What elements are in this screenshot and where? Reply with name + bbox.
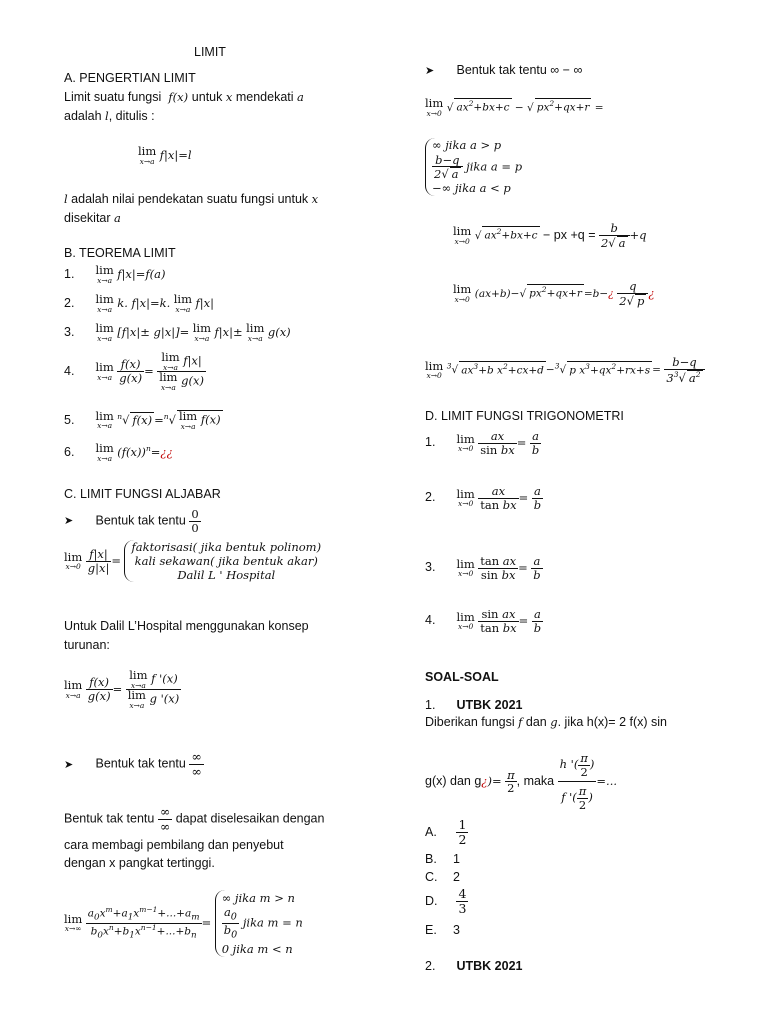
theorem-3: 3. lim x→a [f|x|± g|x|]= lim x→a f|x|± lim x→a g(x) bbox=[64, 321, 291, 343]
root-difference-shortcut: lim x→0 √ $ax^2+bx+c$ − px +q = $\frac{b}{2√ a}$ +q bbox=[453, 221, 647, 250]
theorem-4: 4. lim x→a $\frac{f(x)}{g(x)}$ = lim x→a f|x| lim x→a g(x) bbox=[64, 350, 204, 392]
option-c[interactable]: C. 2 bbox=[425, 870, 460, 884]
lhospital-text-2: turunan: bbox=[64, 638, 110, 652]
l-meaning-line-1: l adalah nilai pendekatan suatu fungsi untuk x bbox=[64, 192, 319, 206]
trig-1: 1. lim x→0 $\frac{ax}{\text{sin bx}}$ = $\frac{a}{b}$ bbox=[425, 429, 540, 457]
question-2-title: 2. UTBK 2021 bbox=[425, 959, 523, 973]
question-1-text-2: g(x) dan g¿)= $\frac{\pi}{2}$ , maka h '( $\frac{\pi}{2}$ ) f '( $\frac{\pi}{2}$ ) =... bbox=[425, 751, 618, 812]
theorem-1: 1. lim x→a f|x|=f(a) bbox=[64, 263, 166, 285]
section-c-heading: C. LIMIT FUNGSI ALJABAR bbox=[64, 487, 221, 501]
page-title: LIMIT bbox=[194, 45, 226, 59]
soal-heading: SOAL-SOAL bbox=[425, 670, 499, 684]
lhospital-formula: lim x→a $\frac{f(x)}{g(x)}$ = lim x→a f '(x) lim x→a g '(x) bbox=[64, 668, 180, 710]
trig-3: 3. lim x→0 $\frac{\text{tan ax}}{\text{sin bx}}$ = $\frac{a}{b}$ bbox=[425, 554, 541, 582]
zero-over-zero-cases: lim x→0 $\frac{f|x|}{g|x|}$ = faktorisasi( jika bentuk polinom) kali sekawan( jika bentuk akar) Dalil L ' Hospital bbox=[64, 540, 322, 582]
theorem-5: 5. lim x→a $^n$√ f(x) =$^n$√ lim x→a f(x) bbox=[64, 408, 221, 431]
section-b-heading: B. TEOREMA LIMIT bbox=[64, 246, 176, 260]
polynomial-limit-formula: lim x→∞ $\frac{a_0x^m+a_1x^{m-1}+...+a_m}{b_0x^n+b_1x^{n-1}+...+b_n}$ = ∞ jika m > n $\frac{a_0}{b_0}$ jika m = n 0 jika m < n bbox=[64, 891, 303, 956]
inf-over-inf-item: ➤ Bentuk tak tentu $\frac{\infty}{\infty}$ bbox=[64, 749, 202, 779]
zero-over-zero-item: ➤ Bentuk tak tentu $\frac{0}{0}$ bbox=[64, 507, 199, 535]
theorem-2: 2. lim x→a k. f|x|=k. lim x→a f|x| bbox=[64, 292, 214, 314]
question-1-text-1: Diberikan fungsi f dan g. jika h(x)= 2 f(x) sin bbox=[425, 715, 667, 729]
bullet-arrow-icon: ➤ bbox=[425, 65, 435, 77]
option-b[interactable]: B. 1 bbox=[425, 852, 460, 866]
option-e[interactable]: E. 3 bbox=[425, 923, 460, 937]
root-difference-formula: lim x→0 √ $ax^2+bx+c$ − √ $px^2+qx+r$ = bbox=[425, 96, 604, 118]
definition-line-2: adalah l, ditulis : bbox=[64, 109, 155, 123]
bullet-arrow-icon: ➤ bbox=[64, 758, 74, 771]
theorem-6: 6. lim x→a $(f(x))^n=¿¿$ bbox=[64, 441, 173, 463]
option-a[interactable]: A. $\frac{1}{2}$ bbox=[425, 817, 467, 847]
option-d[interactable]: D. $\frac{4}{3}$ bbox=[425, 886, 467, 916]
trig-4: 4. lim x→0 $\frac{\text{sin ax}}{\text{tan bx}}$ = $\frac{a}{b}$ bbox=[425, 607, 542, 635]
inf-text-line-2: cara membagi pembilang dan penyebut bbox=[64, 838, 284, 852]
section-a-heading: A. PENGERTIAN LIMIT bbox=[64, 71, 196, 85]
l-meaning-line-2: disekitar a bbox=[64, 211, 121, 225]
inf-minus-inf-item: ➤ Bentuk tak tentu ∞ − ∞ bbox=[425, 63, 583, 77]
section-d-heading: D. LIMIT FUNGSI TRIGONOMETRI bbox=[425, 409, 624, 423]
cube-root-formula: lim x→0 $^3$√ $ax^3+b$ $x^2+cx+d -^3√$ p $x^3+qx^2+rx+s$ = $\frac{b-q}{3^3√ a^2}$ bbox=[425, 356, 705, 384]
question-1-title: 1. UTBK 2021 bbox=[425, 698, 523, 712]
definition-line-1: Limit suatu fungsi f(x) untuk x mendekati a bbox=[64, 90, 304, 104]
inf-text-line-1: Bentuk tak tentu $\frac{\infty}{\infty}$ dapat diselesaikan dengan bbox=[64, 804, 325, 834]
bullet-arrow-icon: ➤ bbox=[64, 515, 74, 528]
trig-2: 2. lim x→0 $\frac{ax}{\text{tan bx}}$ = $\frac{a}{b}$ bbox=[425, 484, 542, 512]
limit-definition-formula: lim x→a f|x|=l bbox=[138, 144, 192, 166]
root-difference-cases: ∞ jika a > p $\frac{b-q}{2√ a}$ jika a = p −∞ jika a < p bbox=[425, 138, 522, 196]
lhospital-text-1: Untuk Dalil L’Hospital menggunakan konsep bbox=[64, 619, 309, 633]
inf-text-line-3: dengan x pangkat tertinggi. bbox=[64, 856, 215, 870]
linear-root-formula: lim x→0 (ax+b)−√ $px^2+qx+r$ =b−¿ $\frac{q}{2√ p}$ ¿ bbox=[453, 279, 655, 308]
